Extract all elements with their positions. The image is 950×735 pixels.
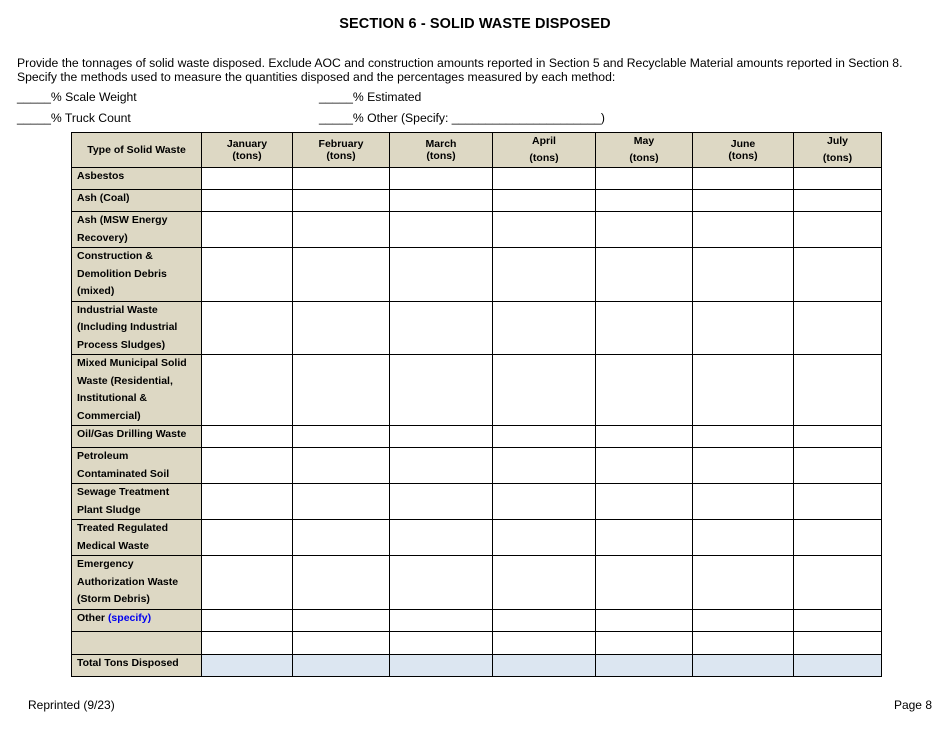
tonnage-input-cell[interactable] xyxy=(202,355,293,426)
tonnage-input-cell[interactable] xyxy=(293,426,390,448)
total-row xyxy=(72,654,882,676)
waste-type-text: Emergency Authorization Waste (Storm Debris) xyxy=(77,558,179,605)
table-row xyxy=(72,448,882,484)
tonnage-input-cell[interactable] xyxy=(390,301,493,355)
tonnage-input-cell[interactable] xyxy=(693,355,794,426)
tonnage-input-cell[interactable] xyxy=(596,168,693,190)
instructions xyxy=(17,56,937,84)
waste-type-text: Treated Regulated Medical Waste xyxy=(77,522,169,552)
tonnage-input-cell[interactable] xyxy=(596,248,693,302)
waste-type-label xyxy=(72,212,202,248)
tonnage-input-cell[interactable] xyxy=(390,355,493,426)
month-name: February xyxy=(318,138,364,150)
table-row xyxy=(72,355,882,426)
waste-type-text: Petroleum Contaminated Soil xyxy=(77,450,170,480)
waste-type-label xyxy=(72,556,202,610)
tonnage-input-cell[interactable] xyxy=(693,212,794,248)
tonnage-input-cell[interactable] xyxy=(794,556,882,610)
tonnage-input-cell[interactable] xyxy=(493,190,596,212)
tonnage-input-cell[interactable] xyxy=(202,190,293,212)
tonnage-input-cell[interactable] xyxy=(493,426,596,448)
tonnage-input-cell[interactable] xyxy=(390,631,493,654)
table-row xyxy=(72,301,882,355)
waste-type-label xyxy=(72,168,202,190)
tonnage-input-cell[interactable] xyxy=(693,448,794,484)
tonnage-input-cell[interactable] xyxy=(493,168,596,190)
month-name: June xyxy=(730,138,756,150)
tonnage-input-cell[interactable] xyxy=(596,355,693,426)
tonnage-input-cell[interactable] xyxy=(493,448,596,484)
total-input-cell[interactable] xyxy=(596,654,693,676)
table-row xyxy=(72,212,882,248)
table-row xyxy=(72,556,882,610)
waste-type-text: Sewage Treatment Plant Sludge xyxy=(77,486,170,516)
other-method-field[interactable]: _____% Other (Specify: ______________________) xyxy=(319,111,605,125)
tonnage-input-cell[interactable] xyxy=(596,448,693,484)
table-row xyxy=(72,426,882,448)
tonnage-input-cell[interactable] xyxy=(596,301,693,355)
tonnage-input-cell[interactable] xyxy=(493,248,596,302)
section-title: SECTION 6 - SOLID WASTE DISPOSED xyxy=(339,16,611,32)
month-unit: (tons) xyxy=(822,152,853,164)
tonnage-input-cell[interactable] xyxy=(293,448,390,484)
tonnage-input-cell[interactable] xyxy=(794,426,882,448)
waste-type-text: Asbestos xyxy=(77,170,125,182)
tonnage-input-cell[interactable] xyxy=(493,212,596,248)
tonnage-input-cell[interactable] xyxy=(202,556,293,610)
tonnage-input-cell[interactable] xyxy=(390,484,493,520)
waste-type-text: Oil/Gas Drilling Waste xyxy=(77,428,187,440)
tonnage-input-cell[interactable] xyxy=(794,631,882,654)
month-header-july xyxy=(794,133,882,168)
tonnage-input-cell[interactable] xyxy=(693,301,794,355)
tonnage-input-cell[interactable] xyxy=(293,556,390,610)
tonnage-input-cell[interactable] xyxy=(293,631,390,654)
tonnage-input-cell[interactable] xyxy=(493,556,596,610)
tonnage-input-cell[interactable] xyxy=(493,301,596,355)
tonnage-input-cell[interactable] xyxy=(596,426,693,448)
tonnage-input-cell[interactable] xyxy=(493,355,596,426)
tonnage-input-cell[interactable] xyxy=(293,212,390,248)
table-row xyxy=(72,248,882,302)
tonnage-input-cell[interactable] xyxy=(202,301,293,355)
tonnage-input-cell[interactable] xyxy=(293,484,390,520)
table-body xyxy=(72,168,882,677)
tonnage-input-cell[interactable] xyxy=(493,631,596,654)
table-row xyxy=(72,609,882,631)
waste-type-text: Industrial Waste (Including Industrial Process Sludges) xyxy=(77,303,178,351)
month-header-may xyxy=(596,133,693,168)
month-header-april xyxy=(493,133,596,168)
tonnage-input-cell[interactable] xyxy=(794,301,882,355)
tonnage-input-cell[interactable] xyxy=(202,168,293,190)
tonnage-input-cell[interactable] xyxy=(202,631,293,654)
tonnage-input-cell[interactable] xyxy=(794,520,882,556)
month-header-february xyxy=(293,133,390,168)
page-number: Page 8 xyxy=(893,698,932,712)
tonnage-input-cell[interactable] xyxy=(596,212,693,248)
tonnage-input-cell[interactable] xyxy=(390,212,493,248)
month-header-march xyxy=(390,133,493,168)
tonnage-input-cell[interactable] xyxy=(596,556,693,610)
month-unit: (tons) xyxy=(529,152,559,164)
table-row xyxy=(72,631,882,654)
total-input-cell[interactable] xyxy=(202,654,293,676)
waste-type-text: Other xyxy=(77,611,106,624)
tonnage-input-cell[interactable] xyxy=(794,448,882,484)
estimated-field[interactable]: _____% Estimated xyxy=(319,90,422,104)
tonnage-input-cell[interactable] xyxy=(390,556,493,610)
tonnage-input-cell[interactable] xyxy=(794,484,882,520)
tonnage-input-cell[interactable] xyxy=(202,484,293,520)
waste-type-text: Construction & Demolition Debris (mixed) xyxy=(77,250,167,297)
waste-type-label xyxy=(72,190,202,212)
tonnage-input-cell[interactable] xyxy=(202,448,293,484)
month-name: April xyxy=(532,135,556,147)
total-label: Total Tons Disposed xyxy=(72,654,202,676)
month-unit: (tons) xyxy=(629,152,659,164)
tonnage-input-cell[interactable] xyxy=(596,190,693,212)
waste-type-text: Ash (MSW Energy Recovery) xyxy=(77,214,168,244)
tonnage-input-cell[interactable] xyxy=(293,248,390,302)
tonnage-input-cell[interactable] xyxy=(693,484,794,520)
tonnage-input-cell[interactable] xyxy=(293,190,390,212)
tonnage-input-cell[interactable] xyxy=(202,248,293,302)
tonnage-input-cell[interactable] xyxy=(493,484,596,520)
tonnage-input-cell[interactable] xyxy=(202,609,293,631)
tonnage-input-cell[interactable] xyxy=(596,520,693,556)
tonnage-input-cell[interactable] xyxy=(202,426,293,448)
month-unit: (tons) xyxy=(728,150,758,162)
waste-type-label xyxy=(72,609,202,631)
waste-type-label xyxy=(72,355,202,426)
table-row xyxy=(72,190,882,212)
tonnage-input-cell[interactable] xyxy=(293,520,390,556)
tonnage-input-cell[interactable] xyxy=(390,448,493,484)
tonnage-input-cell[interactable] xyxy=(596,484,693,520)
waste-type-label xyxy=(72,426,202,448)
tonnage-input-cell[interactable] xyxy=(794,212,882,248)
tonnage-input-cell[interactable] xyxy=(202,212,293,248)
tonnage-input-cell[interactable] xyxy=(693,520,794,556)
tonnage-input-cell[interactable] xyxy=(693,190,794,212)
instructions-line-1: Provide the tonnages of solid waste disposed. Exclude AOC and construction amounts reported in Section 5 and Recyclable Material amounts reported in Section 8. xyxy=(17,56,903,70)
total-input-cell[interactable] xyxy=(493,654,596,676)
tonnage-input-cell[interactable] xyxy=(596,609,693,631)
tonnage-input-cell[interactable] xyxy=(794,168,882,190)
waste-type-label xyxy=(72,248,202,302)
tonnage-input-cell[interactable] xyxy=(596,631,693,654)
month-header-january xyxy=(202,133,293,168)
tonnage-input-cell[interactable] xyxy=(493,609,596,631)
table-row xyxy=(72,168,882,190)
truck-count-field[interactable]: _____% Truck Count xyxy=(17,111,131,125)
tonnage-input-cell[interactable] xyxy=(293,168,390,190)
table-row xyxy=(72,484,882,520)
total-input-cell[interactable] xyxy=(390,654,493,676)
tonnage-input-cell[interactable] xyxy=(293,355,390,426)
tonnage-input-cell[interactable] xyxy=(693,248,794,302)
month-unit: (tons) xyxy=(232,150,262,162)
solid-waste-table xyxy=(71,132,882,677)
total-input-cell[interactable] xyxy=(693,654,794,676)
total-input-cell[interactable] xyxy=(794,654,882,676)
month-unit: (tons) xyxy=(326,150,356,162)
tonnage-input-cell[interactable] xyxy=(390,520,493,556)
tonnage-input-cell[interactable] xyxy=(390,190,493,212)
specify-note: (specify) xyxy=(107,611,152,624)
tonnage-input-cell[interactable] xyxy=(390,168,493,190)
tonnage-input-cell[interactable] xyxy=(390,609,493,631)
tonnage-input-cell[interactable] xyxy=(390,426,493,448)
month-name: May xyxy=(633,135,655,147)
waste-type-label xyxy=(72,631,202,654)
month-header-june xyxy=(693,133,794,168)
tonnage-input-cell[interactable] xyxy=(693,168,794,190)
tonnage-input-cell[interactable] xyxy=(693,556,794,610)
scale-weight-field[interactable]: _____% Scale Weight xyxy=(17,90,137,104)
tonnage-input-cell[interactable] xyxy=(693,426,794,448)
tonnage-input-cell[interactable] xyxy=(794,190,882,212)
waste-type-label xyxy=(72,301,202,355)
header-row xyxy=(72,133,882,168)
waste-type-text: Mixed Municipal Solid Waste (Residential, Institutional & Commercial) xyxy=(77,357,187,422)
month-name: January xyxy=(226,138,268,150)
tonnage-input-cell[interactable] xyxy=(293,301,390,355)
tonnage-input-cell[interactable] xyxy=(794,609,882,631)
reprinted-note: Reprinted (9/23) xyxy=(28,698,115,712)
total-input-cell[interactable] xyxy=(293,654,390,676)
instructions-line-2: Specify the methods used to measure the quantities disposed and the percentages measured by each method: xyxy=(17,70,616,84)
table-row xyxy=(72,520,882,556)
waste-type-label xyxy=(72,520,202,556)
month-name: March xyxy=(425,138,457,150)
tonnage-input-cell[interactable] xyxy=(493,520,596,556)
waste-type-label xyxy=(72,448,202,484)
waste-type-label xyxy=(72,484,202,520)
tonnage-input-cell[interactable] xyxy=(794,355,882,426)
tonnage-input-cell[interactable] xyxy=(293,609,390,631)
tonnage-input-cell[interactable] xyxy=(202,520,293,556)
month-name: July xyxy=(826,135,848,147)
tonnage-input-cell[interactable] xyxy=(693,631,794,654)
waste-type-text: Ash (Coal) xyxy=(77,192,130,204)
month-unit: (tons) xyxy=(426,150,456,162)
type-header: Type of Solid Waste xyxy=(72,133,202,168)
tonnage-input-cell[interactable] xyxy=(693,609,794,631)
tonnage-input-cell[interactable] xyxy=(794,248,882,302)
tonnage-input-cell[interactable] xyxy=(390,248,493,302)
